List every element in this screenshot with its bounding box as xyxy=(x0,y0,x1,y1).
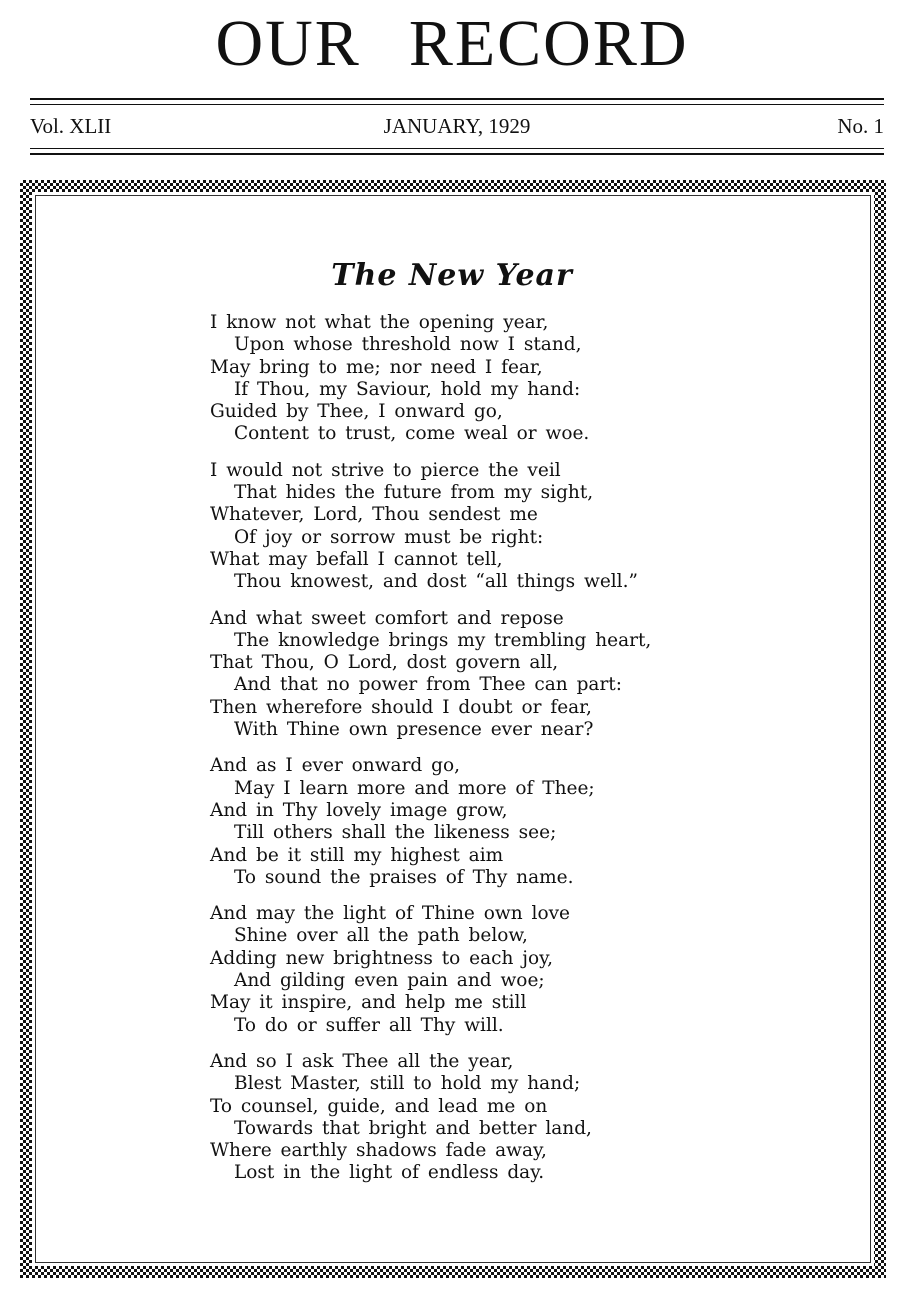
poem-line: And gilding even pain and woe; xyxy=(234,970,545,992)
poem-line: Blest Master, still to hold my hand; xyxy=(234,1073,581,1095)
issue-number: No. 1 xyxy=(837,114,884,138)
poem-line: Then wherefore should I doubt or fear, xyxy=(210,696,592,718)
poem-line: I would not strive to pierce the veil xyxy=(210,459,561,481)
poem-line: And may the light of Thine own love xyxy=(210,903,570,925)
poem-line: If Thou, my Saviour, hold my hand: xyxy=(234,378,581,400)
poem-line: To counsel, guide, and lead me on xyxy=(210,1095,548,1117)
poem-line: And that no power from Thee can part: xyxy=(234,674,622,696)
poem-line: That hides the future from my sight, xyxy=(234,482,594,504)
stanza xyxy=(210,1051,730,1185)
stanza xyxy=(210,460,730,594)
poem-line: That Thou, O Lord, dost govern all, xyxy=(210,652,559,674)
poem-line: And in Thy lovely image grow, xyxy=(210,799,508,821)
stanza xyxy=(210,312,730,446)
issue-line xyxy=(30,114,884,142)
poem-line: May bring to me; nor need I fear, xyxy=(210,356,543,378)
poem-line: With Thine own presence ever near? xyxy=(234,719,594,741)
poem-line: And be it still my highest aim xyxy=(210,844,504,866)
stanza xyxy=(210,755,730,889)
poem-line: And so I ask Thee all the year, xyxy=(210,1050,514,1072)
poem-line: May it inspire, and help me still xyxy=(210,992,527,1014)
poem-line: Thou knowest, and dost “all things well.” xyxy=(234,571,638,593)
poem-line: Whatever, Lord, Thou sendest me xyxy=(210,504,538,526)
poem-line: What may befall I cannot tell, xyxy=(210,548,503,570)
masthead-title xyxy=(0,8,904,80)
poem-line: Till others shall the likeness see; xyxy=(234,822,557,844)
issue-date: JANUARY, 1929 xyxy=(383,114,531,138)
volume-label: Vol. XLII xyxy=(30,114,112,138)
poem-line: Where earthly shadows fade away, xyxy=(210,1140,547,1162)
poem-line: And as I ever onward go, xyxy=(210,755,461,777)
masthead-word-our: OUR xyxy=(215,7,361,80)
stanza xyxy=(210,608,730,742)
poem-body xyxy=(210,312,730,1199)
poem-line: Towards that bright and better land, xyxy=(234,1117,592,1139)
poem-line: Of joy or sorrow must be right: xyxy=(234,526,544,548)
poem-line: Content to trust, come weal or woe. xyxy=(234,423,590,445)
masthead-word-record: RECORD xyxy=(408,7,689,80)
stanza xyxy=(210,903,730,1037)
poem-line: May I learn more and more of Thee; xyxy=(234,777,595,799)
poem-line: I know not what the opening year, xyxy=(210,312,549,333)
header-rule-top-thick xyxy=(30,98,884,100)
poem-line: To sound the praises of Thy name. xyxy=(234,866,574,888)
poem-title: The New Year xyxy=(331,258,573,293)
header-rule-bottom-thin xyxy=(30,148,884,149)
poem-line: Shine over all the path below, xyxy=(234,925,528,947)
poem-line: The knowledge brings my trembling heart, xyxy=(234,629,652,651)
poem-line: Adding new brightness to each joy, xyxy=(210,947,554,969)
header-rule-bottom-thick xyxy=(30,153,884,155)
poem-line: And what sweet comfort and repose xyxy=(210,607,564,629)
poem-line: Guided by Thee, I onward go, xyxy=(210,401,503,423)
header-rule-top-thin xyxy=(30,104,884,105)
poem-line: To do or suffer all Thy will. xyxy=(234,1014,504,1036)
poem-line: Lost in the light of endless day. xyxy=(234,1162,545,1184)
poem-line: Upon whose threshold now I stand, xyxy=(234,334,582,356)
